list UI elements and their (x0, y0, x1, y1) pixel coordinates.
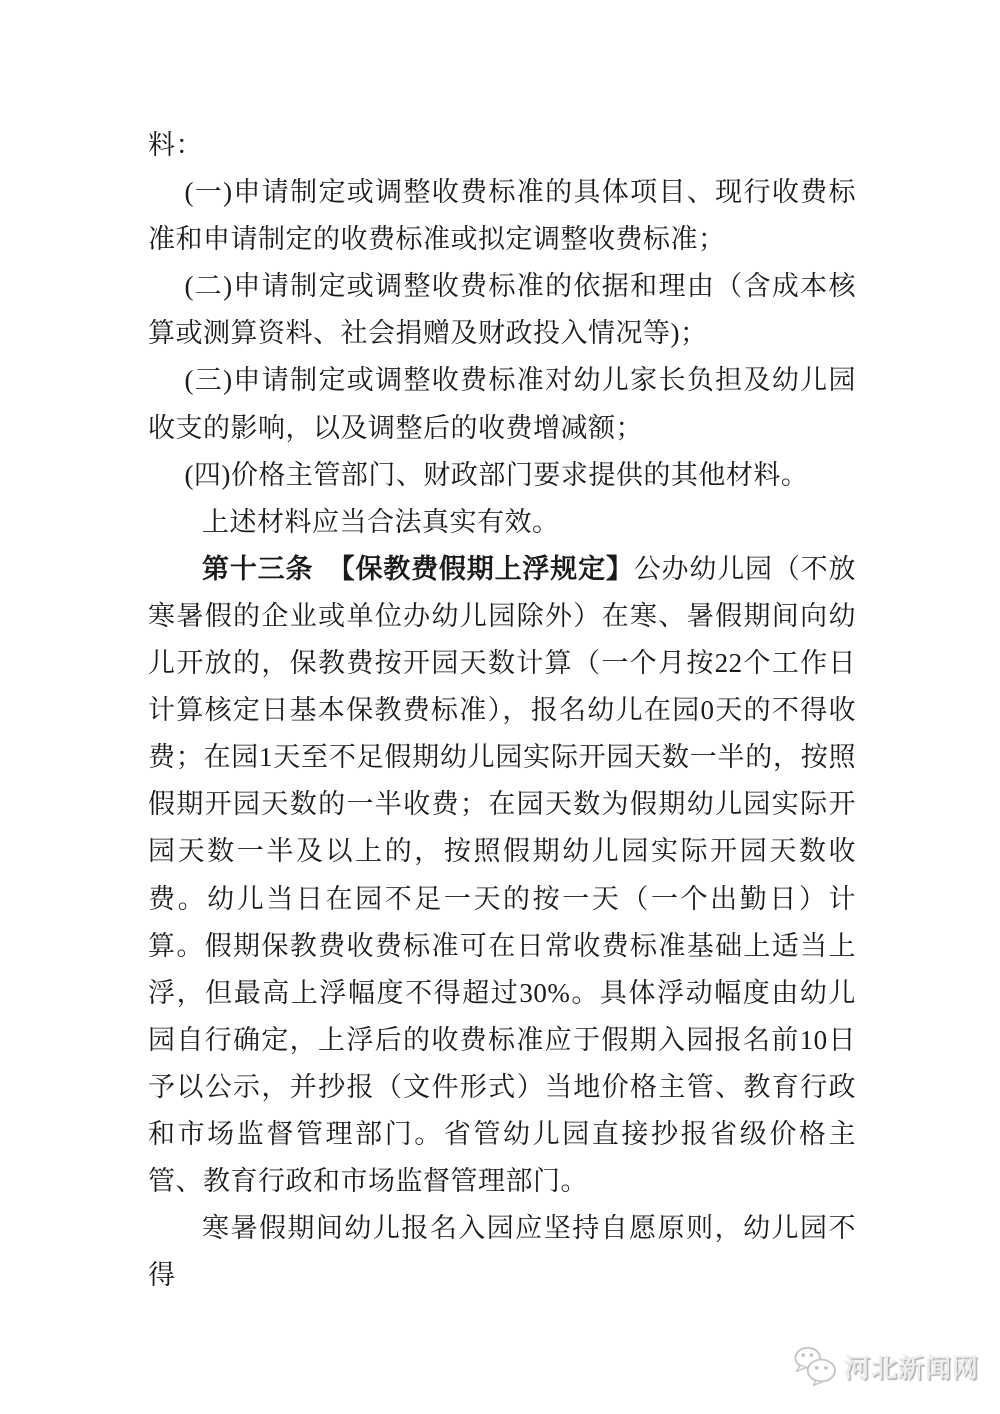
paragraph (148, 452, 856, 499)
watermark-site-name: 河北新闻网 (844, 1352, 980, 1383)
text-run: 上述材料应当合法真实有效。 (202, 506, 560, 537)
document-body (148, 122, 856, 1299)
text-run: 料： (148, 130, 203, 160)
wechat-bubbles-icon (793, 1346, 837, 1386)
text-run: (四)价格主管部门、财政部门要求提供的其他材料。 (184, 459, 809, 490)
paragraph (148, 499, 856, 546)
hebei-news-watermark (793, 1344, 979, 1388)
paragraph (148, 122, 856, 169)
text-run: (一)申请制定或调整收费标准的具体项目、现行收费标准和申请制定的收费标准或拟定调整收费标准； (148, 177, 856, 255)
paragraph (148, 357, 856, 451)
paragraph (148, 169, 856, 263)
paragraph (148, 1205, 856, 1299)
paragraph (148, 546, 856, 1205)
article-heading-run: 第十三条 【保教费假期上浮规定】 (202, 553, 634, 584)
paragraph (148, 263, 856, 357)
text-run: 公办幼儿园（不放寒暑假的企业或单位办幼儿园除外）在寒、暑假期间向幼儿开放的，保教费按开园天数计算（一个月按22个工作日计算核定日基本保教费标准），报名幼儿在园0天的不得收费；在园1天至不足假期幼儿园实际开园天数一半的，按照假期开园天数的一半收费；在园天数为假期幼儿园实际开园天数一半及以上的，按照假期幼儿园实际开园天数收费。幼儿当日在园不足一天的按一天（一个出勤日）计算。假期保教费收费标准可在日常收费标准基础上适当上浮，但最高上浮幅度不得超过30%。具体浮动幅度由幼儿园自行确定，上浮后的收费标准应于假期入园报名前10日予以公示，并抄报（文件形式）当地价格主管、教育行政和市场监督管理部门。省管幼儿园直接抄报省级价格主管、教育行政和市场监督管理部门。 (148, 553, 857, 1197)
text-run: 寒暑假期间幼儿报名入园应坚持自愿原则，幼儿园不得 (148, 1213, 856, 1291)
text-run: (三)申请制定或调整收费标准对幼儿家长负担及幼儿园收支的影响，以及调整后的收费增减额； (148, 365, 856, 443)
text-run: (二)申请制定或调整收费标准的依据和理由（含成本核算或测算资料、社会捐赠及财政投入情况等)； (148, 271, 856, 349)
